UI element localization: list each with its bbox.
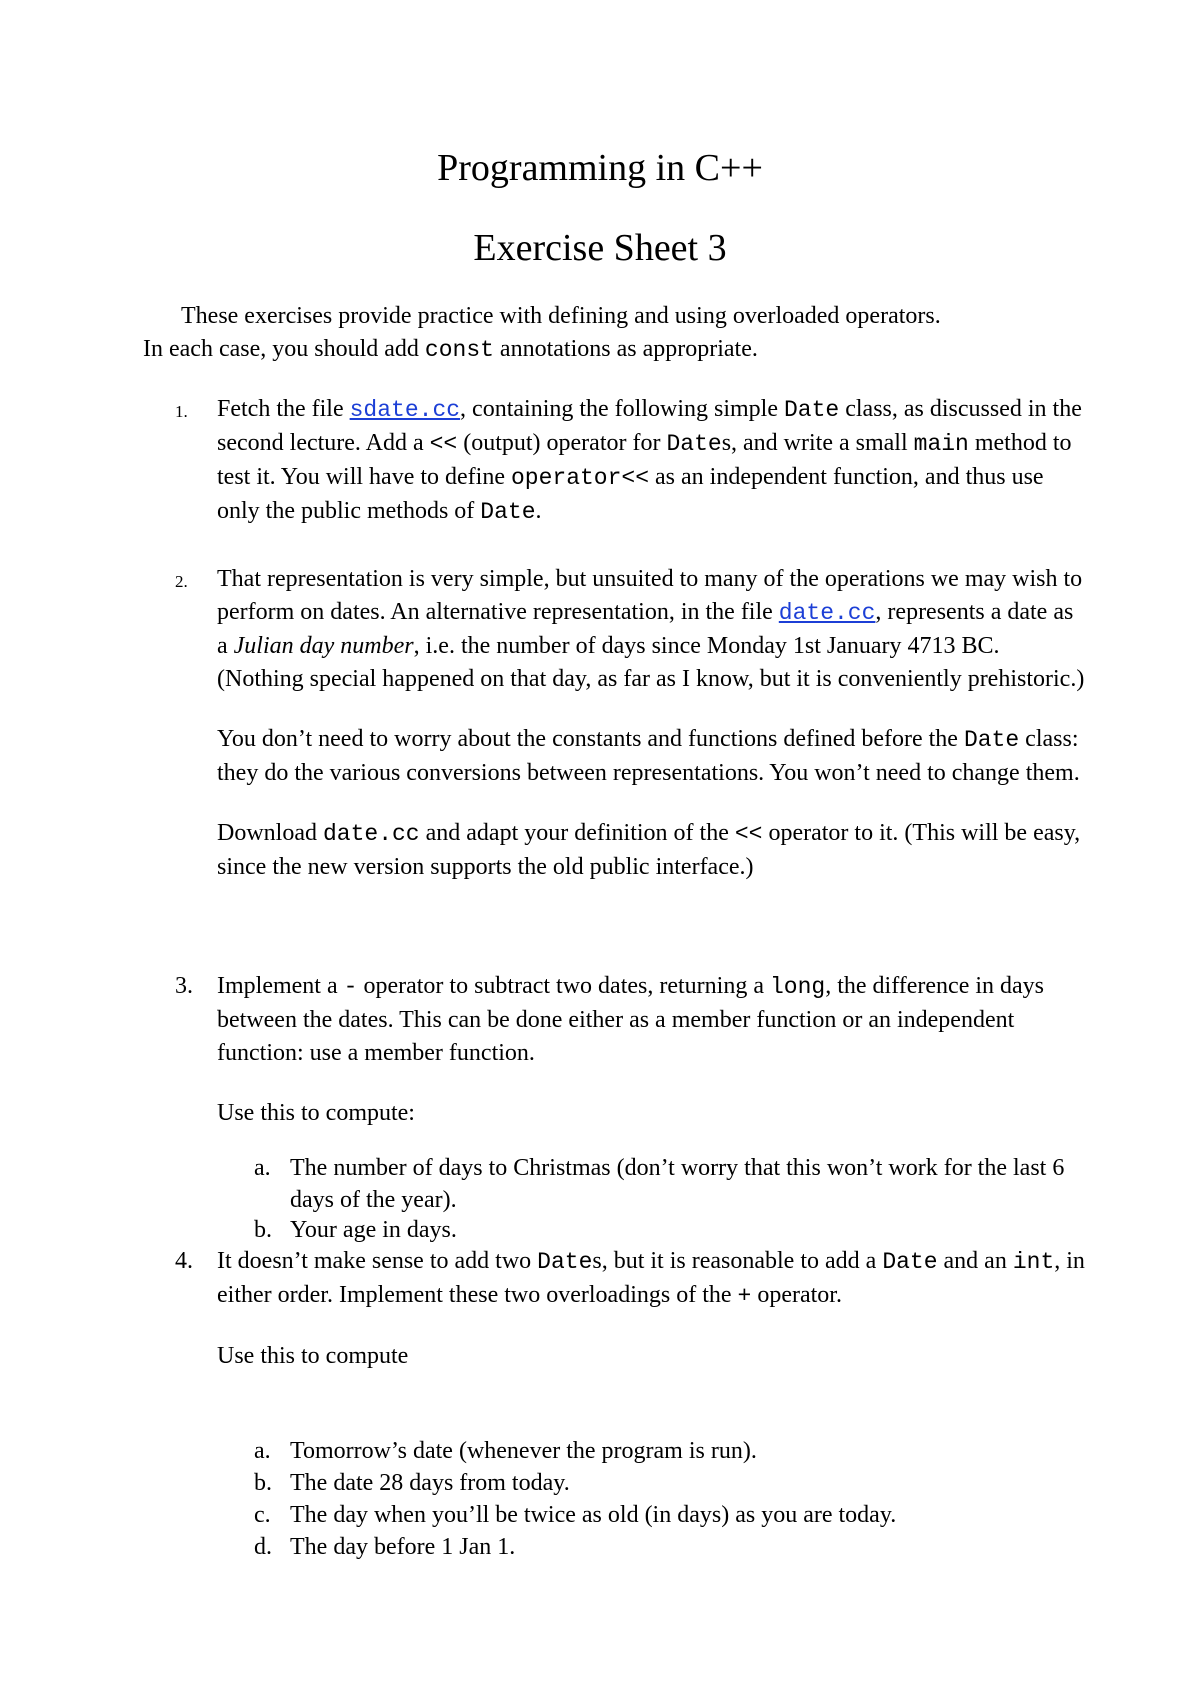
date-cc-link[interactable]: date.cc — [778, 600, 876, 626]
item-paragraph-2: You don’t need to worry about the constants and functions defined before the Date class: they do the various conversions between representations. You won’t need to change them. — [217, 726, 1080, 786]
sublist-item: a. The number of days to Christmas (don’t worry that this won’t work for the last 6 days of the year). — [254, 1155, 1065, 1213]
intro-paragraph — [143, 300, 1083, 367]
exercise-item-2 — [175, 563, 1087, 884]
sublist-item: a. Tomorrow’s date (whenever the program is run). — [254, 1438, 757, 1464]
item-number: 2. — [175, 572, 188, 591]
exercise-item-4 — [175, 1245, 1087, 1373]
sublist-item: b. Your age in days. — [254, 1217, 457, 1243]
item-paragraph-2: Use this to compute: — [217, 1100, 415, 1126]
exercise-item-1 — [175, 393, 1087, 529]
sublist-item: c. The day when you’ll be twice as old (in days) as you are today. — [254, 1502, 897, 1528]
intro-line-2: In each case, you should add const annotations as appropriate. — [143, 336, 758, 363]
sublist-item: b. The date 28 days from today. — [254, 1470, 570, 1496]
item-text: Implement a - operator to subtract two dates, returning a long, the difference in days between the dates. This can be done either as a member function or an independent function: use a member function. — [217, 973, 1045, 1066]
sublist-item: d. The day before 1 Jan 1. — [254, 1534, 516, 1560]
exercise-item-3 — [175, 970, 1087, 1130]
page-title: Programming in C++ — [437, 147, 763, 189]
intro-line-1: These exercises provide practice with defining and using overloaded operators. — [181, 303, 941, 329]
const-code: const — [424, 337, 494, 363]
sdate-cc-link[interactable]: sdate.cc — [349, 397, 461, 423]
item-paragraph-3: Download date.cc and adapt your definition of the << operator to it. (This will be easy, since the new version supports the old public interface.) — [217, 820, 1081, 880]
page-subtitle: Exercise Sheet 3 — [473, 227, 727, 269]
item-number: 4. — [175, 1248, 193, 1274]
item-number: 1. — [175, 402, 188, 421]
item-text: Fetch the file sdate.cc, containing the following simple Date class, as discussed in the second lecture. Add a << (output) operator for Dates, and write a small main method to test it. You will have to define operator<< as an independent function, and thus use only the public methods of Date. — [217, 396, 1082, 525]
item-number: 3. — [175, 973, 193, 999]
item-text: It doesn’t make sense to add two Dates, but it is reasonable to add a Date and an int, in either order. Implement these two overloadings of the + operator. — [217, 1248, 1085, 1309]
item-text: That representation is very simple, but unsuited to many of the operations we may wish to perform on dates. An alternative representation, in the file date.cc, represents a date as a Julian day number, i.e. the number of days since Monday 1st January 4713 BC. (Nothing special happened on that day, as far as I know, but it is conveniently prehistoric.) — [217, 566, 1085, 692]
item-paragraph-2: Use this to compute — [217, 1343, 409, 1369]
